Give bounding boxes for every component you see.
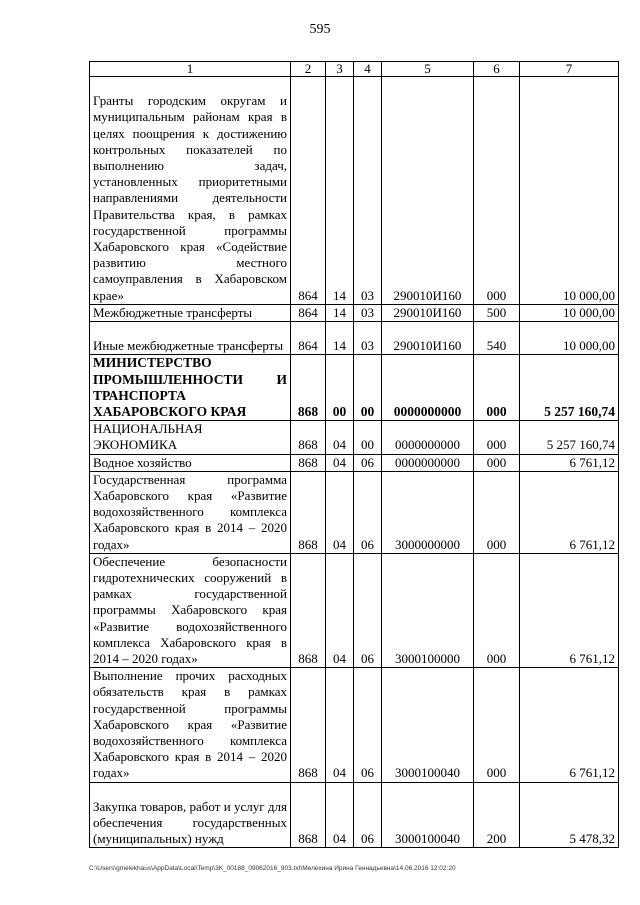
row-name-cell: Обеспечение безопасности гидротехнических сооружений в рамках государственной программы Хабаровского края «Развитие водохозяйственного комплекса Хабаровского края в 2014 – 2020 годах» [90,553,291,667]
section-code-cell: 00 [326,355,354,421]
row-name-cell: Водное хозяйство [90,454,291,471]
table-row [90,668,619,782]
header-cell: 2 [291,62,326,77]
table-row [90,553,619,667]
section-code-cell: 04 [326,782,354,848]
header-cell: 7 [520,62,619,77]
ministry-code-cell: 868 [291,454,326,471]
table-row [90,421,619,454]
ministry-code-cell: 864 [291,304,326,321]
header-cell: 5 [382,62,474,77]
target-code-cell: 0000000000 [382,454,474,471]
subsection-code-cell: 06 [354,782,382,848]
row-name-cell: Выполнение прочих расходных обязательств края в рамках государственной программы Хабаровского края «Развитие водохозяйственного комплекса Хабаровского края в 2014 – 2020 годах» [90,668,291,782]
amount-cell: 6 761,12 [520,471,619,553]
section-code-cell: 14 [326,322,354,355]
target-code-cell: 3000100000 [382,553,474,667]
header-cell: 1 [90,62,291,77]
table-row [90,322,619,355]
section-code-cell: 04 [326,421,354,454]
section-code-cell: 14 [326,304,354,321]
ministry-code-cell: 868 [291,355,326,421]
amount-cell: 5 478,32 [520,782,619,848]
row-name-cell: Закупка товаров, работ и услуг для обеспечения государственных (муниципальных) нужд [90,782,291,848]
amount-cell: 6 761,12 [520,553,619,667]
ministry-code-cell: 868 [291,782,326,848]
subsection-code-cell: 06 [354,553,382,667]
subsection-code-cell: 06 [354,471,382,553]
ministry-code-cell: 868 [291,553,326,667]
target-code-cell: 290010И160 [382,77,474,305]
expense-type-cell: 000 [474,77,520,305]
table-row [90,77,619,305]
expense-type-cell: 500 [474,304,520,321]
target-code-cell: 3000100040 [382,782,474,848]
expense-type-cell: 000 [474,471,520,553]
row-name-cell: НАЦИОНАЛЬНАЯ ЭКОНОМИКА [90,421,291,454]
footer-file-path: C:\Users\gmelekhaus\AppData\Local\Temp\3K_00188_09062016_903.txt\Мелехина Ирина Геннадьевна\14.06.2016 12:02:20 [89,865,456,872]
subsection-code-cell: 00 [354,355,382,421]
expense-type-cell: 200 [474,782,520,848]
expense-type-cell: 000 [474,553,520,667]
section-code-cell: 04 [326,454,354,471]
subsection-code-cell: 06 [354,454,382,471]
header-cell: 6 [474,62,520,77]
subsection-code-cell: 03 [354,77,382,305]
target-code-cell: 290010И160 [382,322,474,355]
subsection-code-cell: 03 [354,322,382,355]
expense-type-cell: 540 [474,322,520,355]
section-code-cell: 04 [326,668,354,782]
amount-cell: 5 257 160,74 [520,355,619,421]
ministry-code-cell: 864 [291,77,326,305]
amount-cell: 5 257 160,74 [520,421,619,454]
target-code-cell: 290010И160 [382,304,474,321]
ministry-code-cell: 868 [291,471,326,553]
page-number: 595 [309,22,331,37]
subsection-code-cell: 00 [354,421,382,454]
amount-cell: 10 000,00 [520,322,619,355]
table-row [90,782,619,848]
target-code-cell: 0000000000 [382,421,474,454]
row-name-cell: МИНИСТЕРСТВО ПРОМЫШЛЕННОСТИ И ТРАНСПОРТА ХАБАРОВСКОГО КРАЯ [90,355,291,421]
target-code-cell: 3000100040 [382,668,474,782]
expense-type-cell: 000 [474,355,520,421]
row-name-cell: Гранты городским округам и муниципальным районам края в целях поощрения к достижению контрольных показателей по выполнению задач, установленных приоритетными направлениями деятельности Правительства края, в рамках государственной программы Хабаровского края «Содействие развитию местного самоуправления в Хабаровском крае» [90,77,291,305]
expense-type-cell: 000 [474,454,520,471]
header-cell: 3 [326,62,354,77]
amount-cell: 10 000,00 [520,304,619,321]
row-name-cell: Межбюджетные трансферты [90,304,291,321]
table-header-row [90,62,619,77]
subsection-code-cell: 06 [354,668,382,782]
section-code-cell: 04 [326,471,354,553]
ministry-code-cell: 868 [291,668,326,782]
target-code-cell: 3000000000 [382,471,474,553]
ministry-code-cell: 864 [291,322,326,355]
table-row [90,304,619,321]
table-row [90,355,619,421]
section-code-cell: 14 [326,77,354,305]
ministry-code-cell: 868 [291,421,326,454]
budget-table [89,61,619,848]
row-name-cell: Государственная программа Хабаровского края «Развитие водохозяйственного комплекса Хабаровского края в 2014 – 2020 годах» [90,471,291,553]
expense-type-cell: 000 [474,421,520,454]
subsection-code-cell: 03 [354,304,382,321]
amount-cell: 6 761,12 [520,454,619,471]
row-name-cell: Иные межбюджетные трансферты [90,322,291,355]
table-row [90,454,619,471]
header-cell: 4 [354,62,382,77]
target-code-cell: 0000000000 [382,355,474,421]
table-row [90,471,619,553]
amount-cell: 10 000,00 [520,77,619,305]
expense-type-cell: 000 [474,668,520,782]
section-code-cell: 04 [326,553,354,667]
amount-cell: 6 761,12 [520,668,619,782]
